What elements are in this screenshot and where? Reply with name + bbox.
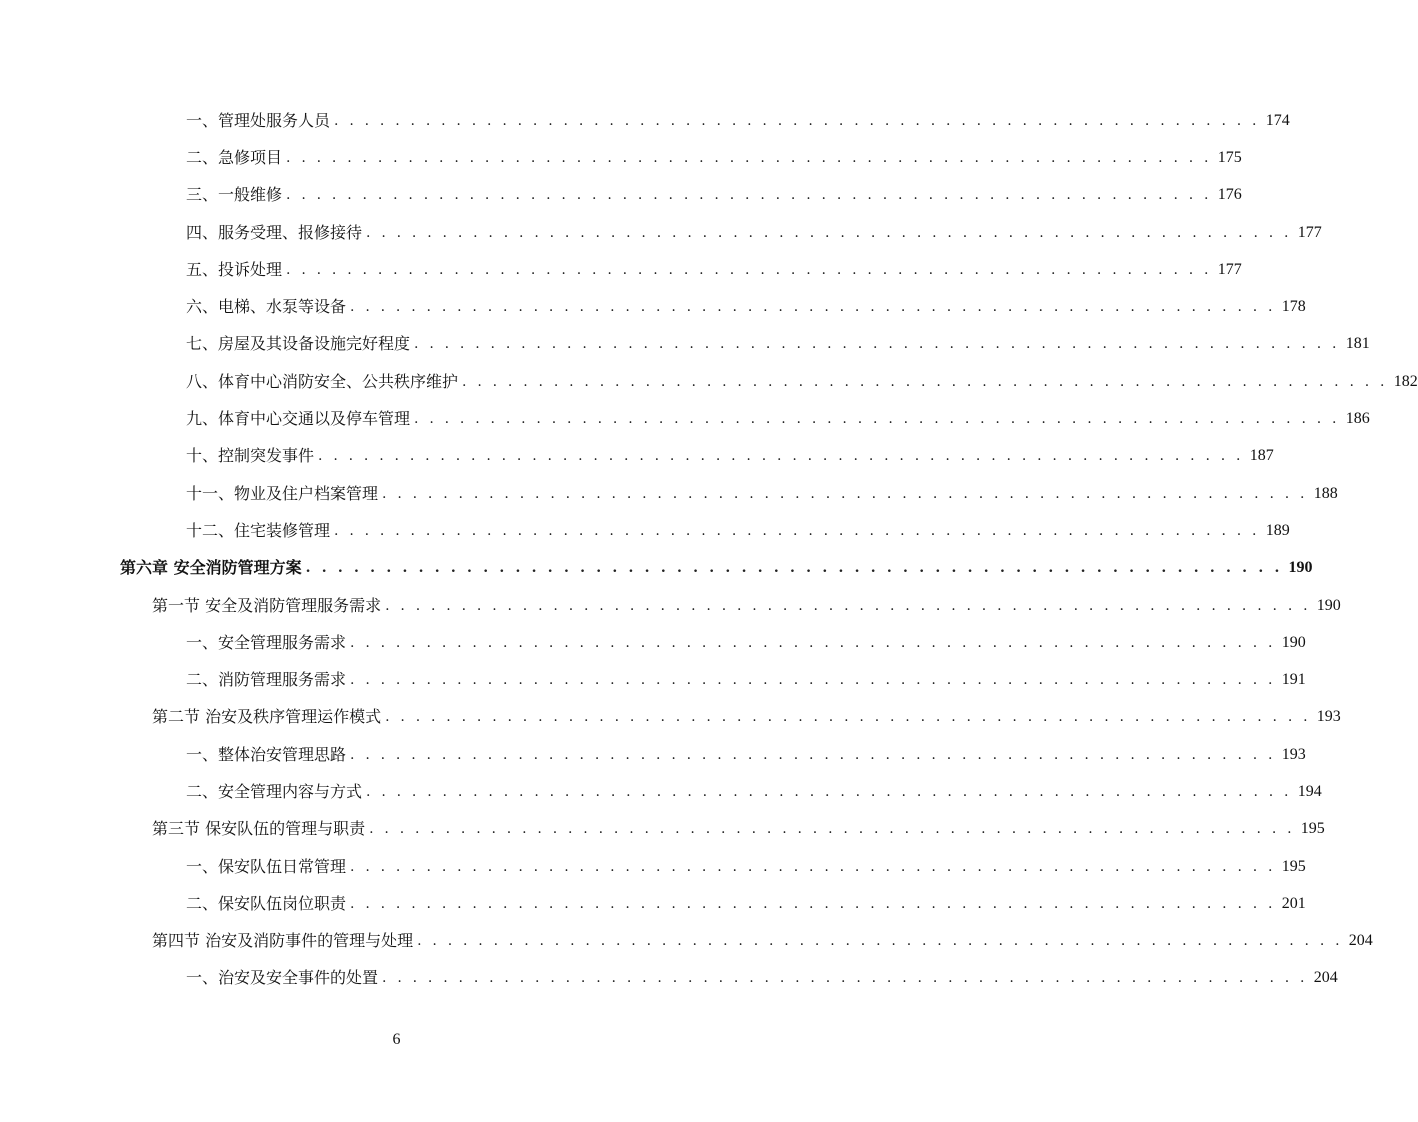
toc-page-number: 189 — [1265, 521, 1290, 539]
toc-subsection-entry — [0, 251, 1242, 288]
toc-leader-dots: . . . . . . . . . . . . . . . . . . . . . . . . . . . . . . . . . . . . . . . . . . . . . . . . . . . . . . . . . . . . . — [382, 970, 1308, 987]
toc-page-number: 186 — [1345, 410, 1370, 428]
toc-subsection-entry — [0, 736, 1306, 773]
toc-leader-dots: . . . . . . . . . . . . . . . . . . . . . . . . . . . . . . . . . . . . . . . . . . . . . . . . . . . . . . . . . . . . . — [382, 485, 1308, 502]
toc-entry-title: 第六章 安全消防管理方案 — [120, 558, 306, 578]
toc-entry-title: 二、消防管理服务需求 — [186, 670, 350, 690]
toc-entry-title: 一、治安及安全事件的处置 — [186, 968, 382, 988]
toc-entry-title: 二、安全管理内容与方式 — [186, 782, 366, 802]
toc-page-number: 182 — [1393, 372, 1418, 390]
toc-page-number: 178 — [1281, 298, 1306, 316]
page-number: 6 — [392, 1031, 401, 1048]
toc-subsection-entry — [0, 960, 1338, 997]
toc-page-number: 195 — [1300, 820, 1325, 838]
toc-leader-dots: . . . . . . . . . . . . . . . . . . . . . . . . . . . . . . . . . . . . . . . . . . . . . . . . . . . . . . . . . . . . . — [350, 672, 1276, 689]
toc-subsection-entry — [0, 848, 1306, 885]
toc-leader-dots: . . . . . . . . . . . . . . . . . . . . . . . . . . . . . . . . . . . . . . . . . . . . . . . . . . . . . . . . . . . . . — [350, 746, 1276, 763]
toc-subsection-entry — [0, 326, 1370, 363]
toc-page-number: 193 — [1316, 708, 1341, 726]
toc-entry-title: 八、体育中心消防安全、公共秩序维护 — [186, 372, 462, 392]
toc-entry-title: 二、急修项目 — [186, 148, 286, 168]
toc-page-number: 181 — [1345, 335, 1370, 353]
toc-page-number: 195 — [1281, 857, 1306, 875]
toc-page-number: 176 — [1217, 186, 1242, 204]
toc-entry-title: 七、房屋及其设备设施完好程度 — [186, 334, 414, 354]
toc-leader-dots: . . . . . . . . . . . . . . . . . . . . . . . . . . . . . . . . . . . . . . . . . . . . . . . . . . . . . . . . . . . . . — [462, 373, 1388, 390]
toc-entry-title: 六、电梯、水泵等设备 — [186, 297, 350, 317]
toc-entry-title: 四、服务受理、报修接待 — [186, 223, 366, 243]
toc-subsection-entry — [0, 214, 1322, 251]
toc-entry-title: 一、整体治安管理思路 — [186, 745, 350, 765]
toc-section-entry — [0, 699, 1341, 736]
toc-entry-title: 第三节 保安队伍的管理与职责 — [152, 819, 369, 839]
toc-page-number: 175 — [1217, 148, 1242, 166]
toc-leader-dots: . . . . . . . . . . . . . . . . . . . . . . . . . . . . . . . . . . . . . . . . . . . . . . . . . . . . . . . . . . . . . — [286, 261, 1212, 278]
toc-page-number: 174 — [1265, 111, 1290, 129]
toc-subsection-entry — [0, 288, 1306, 325]
toc-leader-dots: . . . . . . . . . . . . . . . . . . . . . . . . . . . . . . . . . . . . . . . . . . . . . . . . . . . . . . . . . . . . . — [414, 336, 1340, 353]
toc-leader-dots: . . . . . . . . . . . . . . . . . . . . . . . . . . . . . . . . . . . . . . . . . . . . . . . . . . . . . . . . . . . . . — [286, 187, 1212, 204]
toc-leader-dots: . . . . . . . . . . . . . . . . . . . . . . . . . . . . . . . . . . . . . . . . . . . . . . . . . . . . . . . . . . . . . — [366, 224, 1292, 241]
toc-entry-title: 第四节 治安及消防事件的管理与处理 — [152, 931, 417, 951]
toc-page-number: 190 — [1281, 633, 1306, 651]
toc-entry-title: 五、投诉处理 — [186, 260, 286, 280]
toc-entry-title: 十一、物业及住户档案管理 — [186, 484, 382, 504]
toc-subsection-entry — [0, 102, 1290, 139]
toc-page-number: 194 — [1297, 782, 1322, 800]
toc-leader-dots: . . . . . . . . . . . . . . . . . . . . . . . . . . . . . . . . . . . . . . . . . . . . . . . . . . . . . . . . . . . . . — [350, 895, 1276, 912]
toc-entry-title: 十、控制突发事件 — [186, 446, 318, 466]
toc-entry-title: 第二节 治安及秩序管理运作模式 — [152, 707, 385, 727]
toc-entry-title: 一、安全管理服务需求 — [186, 633, 350, 653]
toc-leader-dots: . . . . . . . . . . . . . . . . . . . . . . . . . . . . . . . . . . . . . . . . . . . . . . . . . . . . . . . . . . . . . — [318, 448, 1244, 465]
toc-subsection-entry — [0, 475, 1338, 512]
toc-page-number: 193 — [1281, 745, 1306, 763]
toc-entry-title: 九、体育中心交通以及停车管理 — [186, 409, 414, 429]
toc-subsection-entry — [0, 177, 1242, 214]
toc-page-number: 190 — [1288, 559, 1313, 577]
toc-leader-dots: . . . . . . . . . . . . . . . . . . . . . . . . . . . . . . . . . . . . . . . . . . . . . . . . . . . . . . . . . . . . . — [334, 112, 1260, 129]
toc-leader-dots: . . . . . . . . . . . . . . . . . . . . . . . . . . . . . . . . . . . . . . . . . . . . . . . . . . . . . . . . . . . . . — [305, 560, 1283, 577]
toc-subsection-entry — [0, 400, 1370, 437]
toc-chapter-entry — [0, 550, 1313, 587]
toc-leader-dots: . . . . . . . . . . . . . . . . . . . . . . . . . . . . . . . . . . . . . . . . . . . . . . . . . . . . . . . . . . . . . — [350, 299, 1276, 316]
toc-leader-dots: . . . . . . . . . . . . . . . . . . . . . . . . . . . . . . . . . . . . . . . . . . . . . . . . . . . . . . . . . . . . . — [350, 858, 1276, 875]
toc-subsection-entry — [0, 773, 1322, 810]
toc-page-number: 201 — [1281, 894, 1306, 912]
toc-subsection-entry — [0, 512, 1290, 549]
toc-page-number: 190 — [1316, 596, 1341, 614]
toc-leader-dots: . . . . . . . . . . . . . . . . . . . . . . . . . . . . . . . . . . . . . . . . . . . . . . . . . . . . . . . . . . . . . — [385, 709, 1311, 726]
toc-subsection-entry — [0, 624, 1306, 661]
toc-leader-dots: . . . . . . . . . . . . . . . . . . . . . . . . . . . . . . . . . . . . . . . . . . . . . . . . . . . . . . . . . . . . . — [417, 933, 1343, 950]
toc-page-number: 204 — [1313, 969, 1338, 987]
toc-entry-title: 一、管理处服务人员 — [186, 111, 334, 131]
table-of-contents — [0, 102, 1418, 997]
toc-entry-title: 二、保安队伍岗位职责 — [186, 894, 350, 914]
toc-leader-dots: . . . . . . . . . . . . . . . . . . . . . . . . . . . . . . . . . . . . . . . . . . . . . . . . . . . . . . . . . . . . . — [366, 783, 1292, 800]
toc-section-entry — [0, 811, 1325, 848]
toc-page-number: 177 — [1297, 223, 1322, 241]
toc-subsection-entry — [0, 139, 1242, 176]
toc-section-entry — [0, 923, 1373, 960]
toc-subsection-entry — [0, 661, 1306, 698]
toc-entry-title: 三、一般维修 — [186, 185, 286, 205]
toc-leader-dots: . . . . . . . . . . . . . . . . . . . . . . . . . . . . . . . . . . . . . . . . . . . . . . . . . . . . . . . . . . . . . — [369, 821, 1295, 838]
toc-leader-dots: . . . . . . . . . . . . . . . . . . . . . . . . . . . . . . . . . . . . . . . . . . . . . . . . . . . . . . . . . . . . . — [334, 522, 1260, 539]
toc-entry-title: 十二、住宅装修管理 — [186, 521, 334, 541]
toc-page-number: 188 — [1313, 484, 1338, 502]
toc-page-number: 187 — [1249, 447, 1274, 465]
toc-entry-title: 一、保安队伍日常管理 — [186, 857, 350, 877]
toc-section-entry — [0, 587, 1341, 624]
toc-subsection-entry — [0, 363, 1418, 400]
toc-page-number: 177 — [1217, 260, 1242, 278]
toc-leader-dots: . . . . . . . . . . . . . . . . . . . . . . . . . . . . . . . . . . . . . . . . . . . . . . . . . . . . . . . . . . . . . — [286, 149, 1212, 166]
toc-subsection-entry — [0, 885, 1306, 922]
toc-page-number: 204 — [1348, 932, 1373, 950]
toc-subsection-entry — [0, 438, 1274, 475]
toc-page-number: 191 — [1281, 671, 1306, 689]
toc-leader-dots: . . . . . . . . . . . . . . . . . . . . . . . . . . . . . . . . . . . . . . . . . . . . . . . . . . . . . . . . . . . . . — [414, 411, 1340, 428]
toc-leader-dots: . . . . . . . . . . . . . . . . . . . . . . . . . . . . . . . . . . . . . . . . . . . . . . . . . . . . . . . . . . . . . — [350, 634, 1276, 651]
toc-leader-dots: . . . . . . . . . . . . . . . . . . . . . . . . . . . . . . . . . . . . . . . . . . . . . . . . . . . . . . . . . . . . . — [385, 597, 1311, 614]
toc-entry-title: 第一节 安全及消防管理服务需求 — [152, 596, 385, 616]
